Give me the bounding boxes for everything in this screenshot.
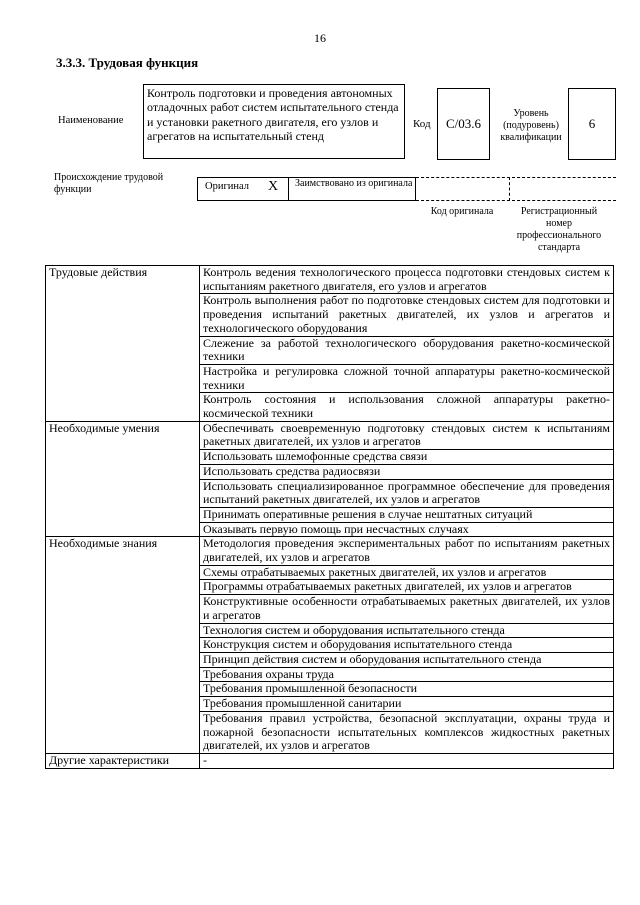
category-required-skills: Необходимые умения	[46, 421, 200, 537]
origin-label: Происхождение трудовой функции	[54, 172, 164, 195]
table-cell: Требования правил устройства, безопасной эксплуатации, охраны труда и пожарной безопасности испытательных комплексов жидкостных ракетных двигателей, их узлов и агрегатов	[200, 711, 614, 753]
table-cell: Оказывать первую помощь при несчастных случаях	[200, 522, 614, 537]
table-cell: Требования промышленной санитарии	[200, 697, 614, 712]
section-title: 3.3.3. Трудовая функция	[56, 55, 199, 70]
table-row	[46, 537, 614, 565]
table-cell: Слежение за работой технологического оборудования ракетно-космической техники	[200, 336, 614, 364]
code-value: С/03.6	[437, 88, 490, 160]
code-original-label: Код оригинала	[430, 206, 494, 217]
code-label: Код	[413, 118, 431, 130]
table-cell: Контроль выполнения работ по подготовке стендовых систем для подготовки и проведения испытаний ракетных двигателей, их узлов и агрегатов и технологического оборудования	[200, 294, 614, 336]
table-cell: Технология систем и оборудования испытательного стенда	[200, 623, 614, 638]
level-value: 6	[568, 88, 616, 160]
dashed-line-top	[416, 177, 616, 178]
category-other-characteristics: Другие характеристики	[46, 753, 200, 768]
table-row	[46, 753, 614, 768]
category-required-knowledge: Необходимые знания	[46, 537, 200, 754]
table-cell: Принцип действия систем и оборудования испытательного стенда	[200, 652, 614, 667]
table-cell: Схемы отрабатываемых ракетных двигателей, их узлов и агрегатов	[200, 565, 614, 580]
name-label: Наименование	[58, 115, 124, 126]
table-cell: Требования промышленной безопасности	[200, 682, 614, 697]
table-cell: Контроль состояния и использования сложной аппаратуры ракетно-космической техники	[200, 393, 614, 421]
original-mark: Х	[268, 179, 279, 194]
borrowed-label: Заимствовано из оригинала	[295, 178, 413, 189]
table-cell: Программы отрабатываемых ракетных двигателей, их узлов и агрегатов	[200, 580, 614, 595]
table-cell: Обеспечивать своевременную подготовку стендовых систем к испытаниям ракетных двигателей, их узлов и агрегатов	[200, 421, 614, 449]
category-labor-actions: Трудовые действия	[46, 266, 200, 422]
table-cell: Контроль ведения технологического процесса подготовки стендовых систем к испытаниям ракетного двигателя, его узлов и агрегатов	[200, 266, 614, 294]
original-label: Оригинал	[205, 181, 249, 192]
level-label: Уровень (подуровень) квалификации	[500, 108, 562, 143]
registration-number-label: Регистрационный номер профессионального стандарта	[516, 206, 602, 253]
table-row	[46, 266, 614, 294]
function-name-value: Контроль подготовки и проведения автономных отладочных работ систем испытательного стенда и установки ракетного двигателя, его узлов и агрегатов на испытательный стенд	[143, 84, 405, 159]
table-cell: -	[200, 753, 614, 768]
page-number: 16	[314, 31, 326, 45]
table-cell: Использовать шлемофонные средства связи	[200, 450, 614, 465]
dashed-line-bottom	[416, 200, 616, 201]
dashed-divider	[509, 177, 510, 201]
table-cell: Требования охраны труда	[200, 667, 614, 682]
table-cell: Конструкция систем и оборудования испытательного стенда	[200, 638, 614, 653]
table-cell: Принимать оперативные решения в случае нештатных ситуаций	[200, 507, 614, 522]
table-row	[46, 421, 614, 449]
function-details-table	[45, 265, 614, 769]
table-cell: Конструктивные особенности отрабатываемых ракетных двигателей, их узлов и агрегатов	[200, 595, 614, 623]
table-cell: Настройка и регулировка сложной точной аппаратуры ракетно-космической техники	[200, 364, 614, 392]
table-cell: Использовать средства радиосвязи	[200, 464, 614, 479]
table-cell: Использовать специализированное программное обеспечение для проведения испытаний ракетных двигателей, их узлов и агрегатов	[200, 479, 614, 507]
table-cell: Методология проведения экспериментальных работ по испытаниям ракетных двигателей, их узлов и агрегатов	[200, 537, 614, 565]
